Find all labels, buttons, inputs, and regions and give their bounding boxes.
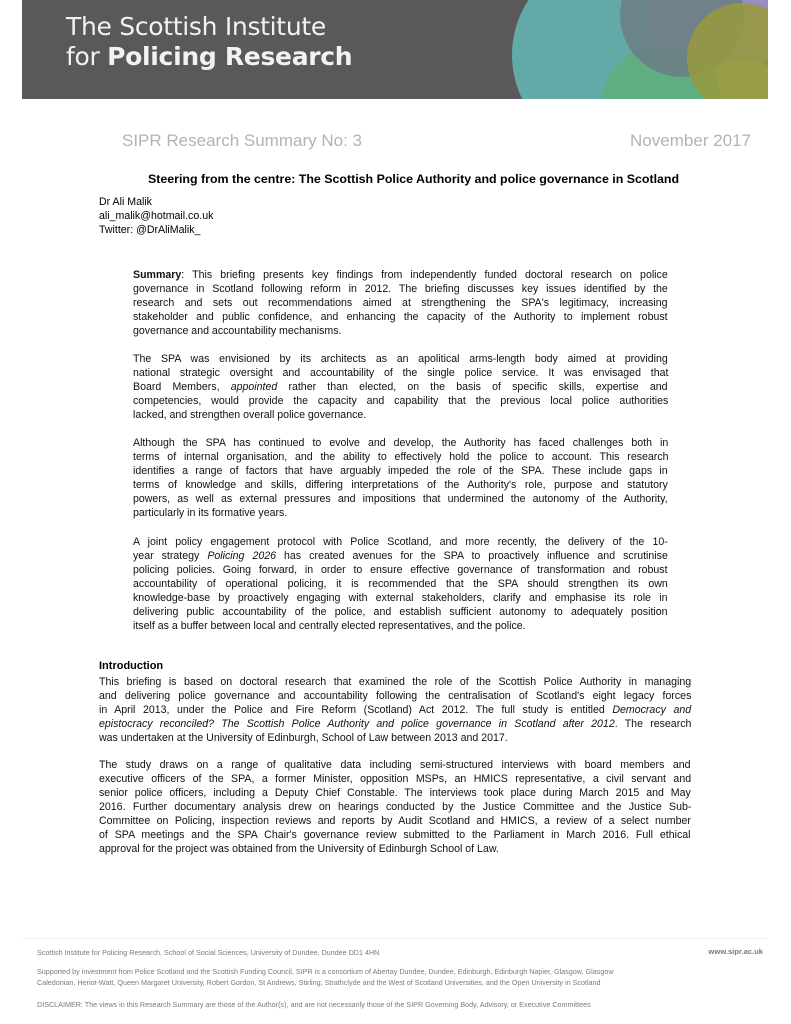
text-line: 2016. Further documentary analysis drew on hearings conducted by the Justice Committee and the Justice Sub- (99, 801, 692, 813)
text-line: This briefing is based on doctoral research that examined the role of the Scottish Police Authority in managing (99, 676, 692, 688)
header-banner (22, 0, 768, 99)
study-title-italic: epistocracy reconciled? The Scottish Police Authority and police governance in Scotland after 2012 (99, 718, 615, 730)
footer-website-link[interactable]: www.sipr.ac.uk (708, 947, 763, 956)
study-title-italic: Democracy and (612, 704, 692, 716)
text-line: approval for the project was obtained from the University of Edinburgh School of Law. (99, 843, 499, 855)
summary-paragraph-2 (133, 352, 668, 422)
text-line: accountability of operational policing, it is recommended that the SPA should strengthen its own (133, 578, 668, 590)
publication-date: November 2017 (630, 131, 751, 150)
introduction-paragraph-1 (99, 675, 691, 745)
text-line: identifies a range of factors that have arguably impeded the role of the SPA. These include gaps in (133, 465, 668, 477)
section-heading-introduction: Introduction (99, 660, 164, 672)
footer-disclaimer: DISCLAIMER: The views in this Research Summary are those of the Author(s), and are not necessarily those of the SIPR Governing Body, Advisory, or Executive Committees (37, 1000, 591, 1009)
text-line: of SPA meetings and the SPA Chair's governance review submitted to the Parliament in March 2016. Full ethical (99, 829, 691, 841)
text-line: senior police officers, including a Deputy Chief Constable. The interviews took place during March 2015 and May (99, 787, 691, 799)
introduction-paragraph-2 (99, 758, 691, 856)
summary-label: Summary (133, 269, 182, 281)
text-line: A joint policy engagement protocol with Police Scotland, and more recently, the delivery of the 10- (133, 536, 668, 548)
text-line: The SPA was envisioned by its architects as an apolitical arms-length body aimed at providing (133, 353, 668, 365)
text-line: epistocracy reconciled? The Scottish Police Authority and police governance in Scotland after 2012. The research (99, 718, 692, 730)
text-line: Summary: This briefing presents key findings from independently funded doctoral research on police (133, 269, 668, 281)
text-line: lacked, and strengthen overall police governance. (133, 409, 367, 421)
text-line: particularly in its formative years. (133, 507, 288, 519)
footer-address: Scottish Institute for Policing Research, School of Social Sciences, University of Dundee, Dundee DD1 4HN (37, 948, 380, 957)
text-line: powers, as well as external pressures and impositions that undermined the autonomy of the Authority, (133, 493, 668, 505)
logo-line-2 (66, 42, 352, 72)
text-line: The study draws on a range of qualitative data including semi-structured interviews with board members and (99, 759, 691, 771)
document-title: Steering from the centre: The Scottish Police Authority and police governance in Scotland (148, 172, 680, 186)
footer-divider (22, 938, 768, 939)
italic-emphasis: Policing 2026 (207, 550, 277, 562)
text-line: delivering public accountability of the police, and establish sufficient autonomy to adequately position (133, 606, 668, 618)
text-line: competencies, would provide the capacity and capability that the previous local police authorities (133, 395, 669, 407)
logo-bold: Policing Research (107, 42, 353, 71)
text-line: national strategic oversight and accountability of the single police service. It was envisaged that (133, 367, 669, 379)
logo-line-1: The Scottish Institute (66, 12, 326, 41)
logo-prefix: for (66, 42, 108, 71)
text-line: executive officers of the SPA, a former Minister, opposition MSPs, an HMICS representative, a civil servant and (99, 773, 692, 785)
author-email[interactable]: ali_malik@hotmail.co.uk (99, 210, 214, 222)
text-line: and delivering police governance and accountability following the centralisation of Scotland's eight legacy forces (99, 690, 692, 702)
text-line: was undertaken at the University of Edinburgh, School of Law between 2013 and 2017. (99, 732, 508, 744)
footer-support-line-1: Supported by investment from Police Scotland and the Scottish Funding Council, SIPR is a consortium of Abertay Dundee, Dundee, Edinburgh, Edinburgh Napier, Glasgow, Glasgow (37, 967, 614, 976)
summary-paragraph-1 (133, 268, 668, 338)
author-name: Dr Ali Malik (99, 196, 152, 208)
summary-paragraph-4 (133, 535, 668, 633)
text-line: in April 2013, under the Police and Fire Reform (Scotland) Act 2012. The full study is entitled Democracy and (99, 704, 692, 716)
text-line: knowledge-base by proactively engaging with external stakeholders, clarify and emphasise its role in (133, 592, 668, 604)
text-line: year strategy Policing 2026 has created avenues for the SPA to proactively influence and scrutinise (133, 550, 668, 562)
text-line: governance and accountability mechanisms. (133, 325, 342, 337)
text-line: Although the SPA has continued to evolve and develop, the Authority has faced challenges both in (133, 437, 669, 449)
author-block (99, 195, 213, 237)
text-line: research and sets out recommendations aimed at strengthening the SPA's legitimacy, increasing (133, 297, 668, 309)
text-line: governance in Scotland following reform in 2012. The briefing discusses key issues identified by the (133, 283, 668, 295)
text-line: itself as a buffer between local and centrally elected representatives, and the police. (133, 620, 526, 632)
series-label: SIPR Research Summary No: 3 (122, 131, 362, 150)
text-line: policing policies. Going forward, in order to ensure effective governance of transformation and robust (133, 564, 668, 576)
text-line: terms of knowledge and skills, differing interpretations of the Authority's role, purpose and statutory (133, 479, 668, 491)
text-line: stakeholder and public confidence, and enhancing the capacity of the Authority to implement robust (133, 311, 668, 323)
text-line: Committee on Policing, inspection reviews and reports by Audit Scotland and HMICS, a review of a select number (99, 815, 691, 827)
institute-logo-text (66, 12, 352, 72)
summary-paragraph-3 (133, 436, 668, 520)
text-line: Board Members, appointed rather than elected, on the basis of specific skills, expertise and (133, 381, 668, 393)
footer-support-line-2: Caledonian, Heriot-Watt, Queen Margaret University, Robert Gordon, St Andrews, Stirling, Strathclyde and the West of Scotland Universities, and the Open University in Scotland (37, 978, 601, 987)
italic-emphasis: appointed (230, 381, 278, 393)
text-line: terms of internal organisation, and the ability to effectively hold the police to account. This research (133, 451, 669, 463)
author-twitter[interactable]: Twitter: @DrAliMalik_ (99, 224, 201, 236)
